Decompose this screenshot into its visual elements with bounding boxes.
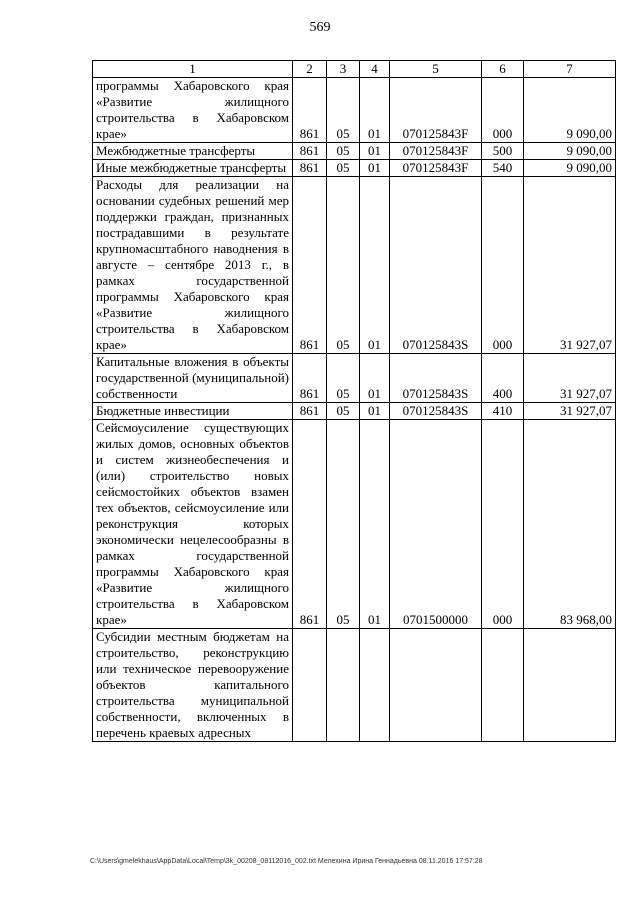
- cell-subsection: 01: [360, 143, 390, 160]
- column-header: 5: [390, 61, 482, 78]
- row-description: программы Хабаровского края «Развитие жилищного строительства в Хабаровском крае»: [93, 78, 293, 143]
- cell-subsection: 01: [360, 160, 390, 177]
- document-footer-path: C:\Users\gmelekhaus\AppData\Local\Temp\3k_00208_08112016_002.txt Мелехина Ирина Геннадьевна 08.11.2016 17:57:28: [90, 858, 483, 865]
- table-row: [93, 177, 616, 354]
- row-description: Капитальные вложения в объекты государственной (муниципальной) собственности: [93, 354, 293, 403]
- row-description: Субсидии местным бюджетам на строительство, реконструкцию или техническое перевооружение объектов капитального строительства муниципальной собственности, включенных в перечень краевых адресных: [93, 629, 293, 742]
- cell-target-article: 070125843S: [390, 354, 482, 403]
- table-row: [93, 78, 616, 143]
- cell-amount: 31 927,07: [524, 177, 616, 354]
- cell-expense-type: 000: [482, 78, 524, 143]
- cell-subsection: 01: [360, 403, 390, 420]
- table-row: [93, 160, 616, 177]
- table-row: [93, 629, 616, 742]
- cell-section: 05: [327, 403, 360, 420]
- cell-amount: 31 927,07: [524, 403, 616, 420]
- table-header-row: [93, 61, 616, 78]
- cell-subsection: [360, 629, 390, 742]
- cell-expense-type: 000: [482, 420, 524, 629]
- cell-expense-type: [482, 629, 524, 742]
- row-description: Бюджетные инвестиции: [93, 403, 293, 420]
- table-row: [93, 403, 616, 420]
- cell-expense-type: 540: [482, 160, 524, 177]
- cell-section: 05: [327, 143, 360, 160]
- cell-section: 05: [327, 354, 360, 403]
- column-header: 4: [360, 61, 390, 78]
- cell-amount: 9 090,00: [524, 78, 616, 143]
- cell-subsection: 01: [360, 78, 390, 143]
- cell-target-article: 070125843S: [390, 403, 482, 420]
- cell-admin-code: [293, 629, 327, 742]
- cell-section: 05: [327, 160, 360, 177]
- cell-amount: [524, 629, 616, 742]
- budget-table: [92, 60, 616, 742]
- cell-amount: 83 968,00: [524, 420, 616, 629]
- table-row: [93, 354, 616, 403]
- cell-target-article: 070125843S: [390, 177, 482, 354]
- cell-target-article: 0701500000: [390, 420, 482, 629]
- cell-admin-code: 861: [293, 177, 327, 354]
- cell-section: 05: [327, 177, 360, 354]
- cell-subsection: 01: [360, 354, 390, 403]
- cell-amount: 9 090,00: [524, 160, 616, 177]
- page-number: 569: [309, 20, 331, 35]
- cell-section: 05: [327, 420, 360, 629]
- cell-admin-code: 861: [293, 143, 327, 160]
- row-description: Сейсмоусиление существующих жилых домов, основных объектов и систем жизнеобеспечения и (или) строительство новых сейсмостойких объектов взамен тех объектов, сейсмоусиление или реконструкция которых экономически нецелесообразны в рамках государственной программы Хабаровского края «Развитие жилищного строительства в Хабаровском крае»: [93, 420, 293, 629]
- column-header: 2: [293, 61, 327, 78]
- cell-expense-type: 000: [482, 177, 524, 354]
- cell-target-article: 070125843F: [390, 78, 482, 143]
- column-header: 7: [524, 61, 616, 78]
- table-row: [93, 420, 616, 629]
- cell-expense-type: 400: [482, 354, 524, 403]
- cell-section: 05: [327, 78, 360, 143]
- column-header: 1: [93, 61, 293, 78]
- cell-target-article: 070125843F: [390, 143, 482, 160]
- cell-admin-code: 861: [293, 420, 327, 629]
- cell-expense-type: 500: [482, 143, 524, 160]
- cell-admin-code: 861: [293, 403, 327, 420]
- cell-amount: 9 090,00: [524, 143, 616, 160]
- row-description: Расходы для реализации на основании судебных решений мер поддержки граждан, признанных пострадавшими в результате крупномасштабного наводнения в августе – сентябре 2013 г., в рамках государственной программы Хабаровского края «Развитие жилищного строительства в Хабаровском крае»: [93, 177, 293, 354]
- cell-target-article: 070125843F: [390, 160, 482, 177]
- column-header: 6: [482, 61, 524, 78]
- cell-section: [327, 629, 360, 742]
- cell-amount: 31 927,07: [524, 354, 616, 403]
- cell-subsection: 01: [360, 177, 390, 354]
- cell-admin-code: 861: [293, 354, 327, 403]
- cell-subsection: 01: [360, 420, 390, 629]
- cell-expense-type: 410: [482, 403, 524, 420]
- cell-admin-code: 861: [293, 160, 327, 177]
- table-row: [93, 143, 616, 160]
- cell-admin-code: 861: [293, 78, 327, 143]
- column-header: 3: [327, 61, 360, 78]
- row-description: Межбюджетные трансферты: [93, 143, 293, 160]
- row-description: Иные межбюджетные трансферты: [93, 160, 293, 177]
- cell-target-article: [390, 629, 482, 742]
